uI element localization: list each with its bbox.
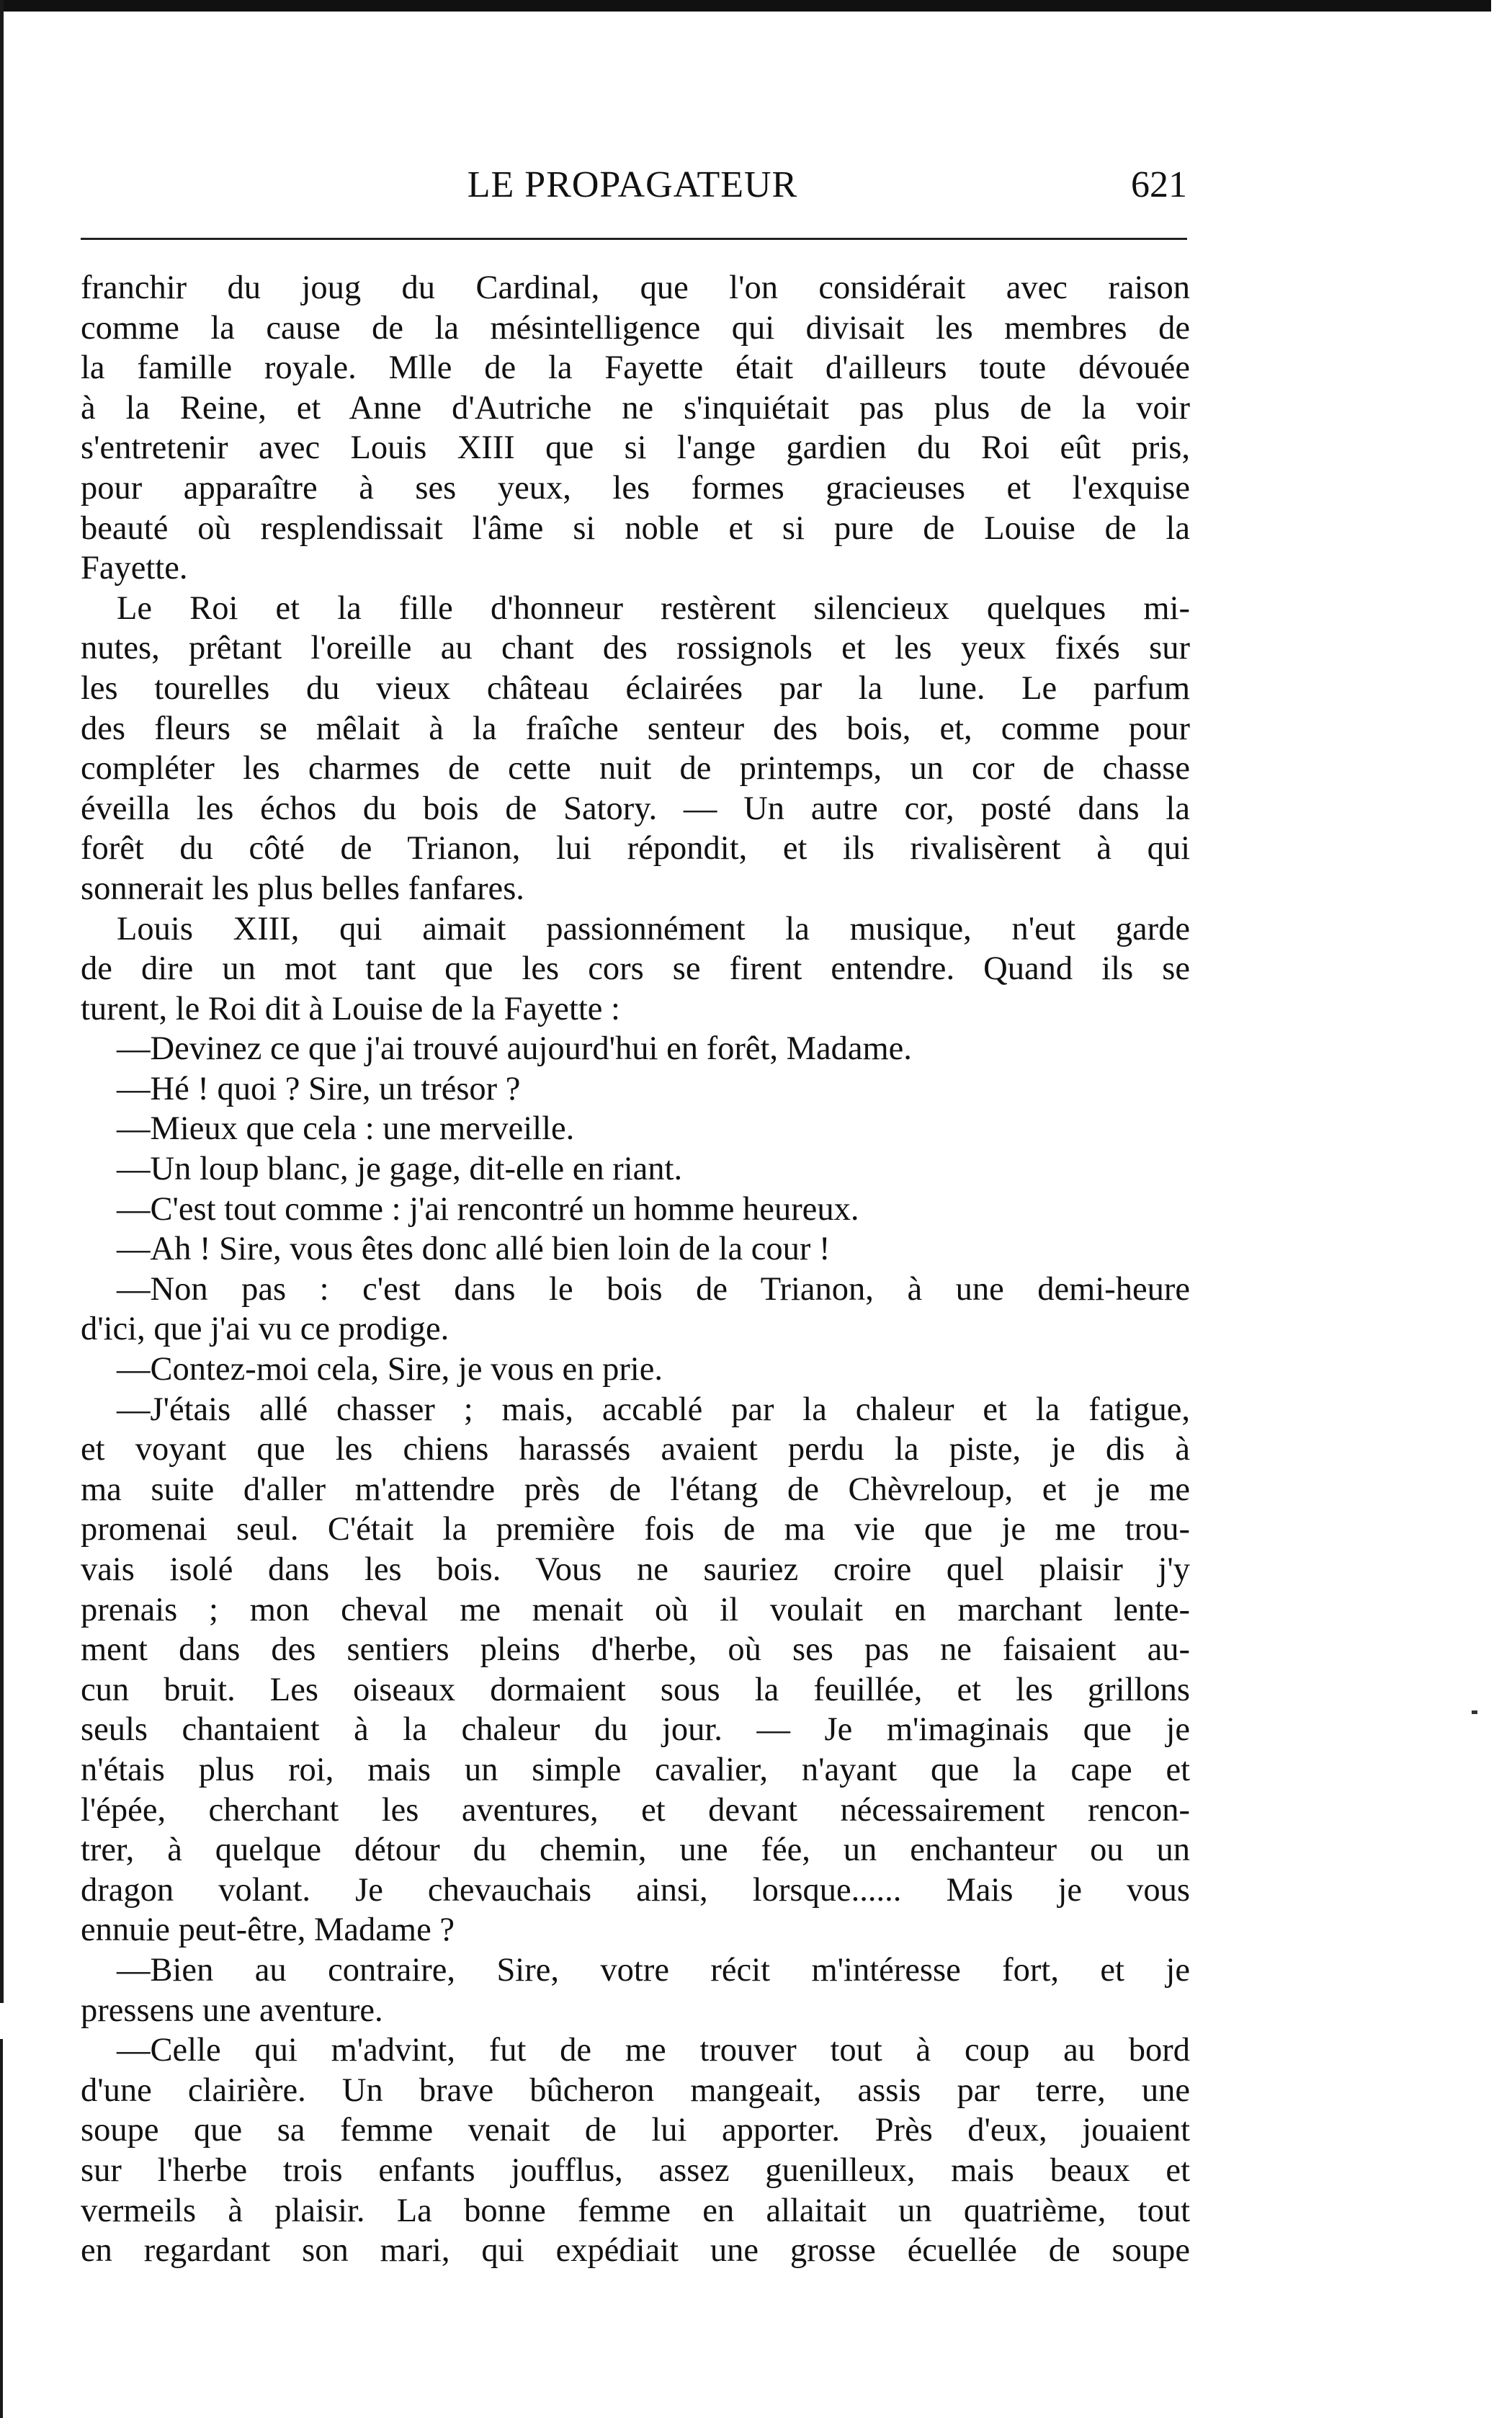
left-border-rule-lower — [0, 2039, 3, 2418]
text-line: ennuie peut-être, Madame ? — [81, 1911, 455, 1949]
page-number: 621 — [1131, 164, 1187, 205]
text-line: —Contez-moi cela, Sire, je vous en prie. — [117, 1351, 663, 1388]
text-line: —Ah ! Sire, vous êtes donc allé bien loin de la cour ! — [117, 1231, 831, 1268]
text-line: éveilla les échos du bois de Satory. — Un autre cor, posté dans la — [81, 790, 1190, 827]
text-line: vermeils à plaisir. La bonne femme en allaitait un quatrième, tout — [81, 2192, 1190, 2229]
text-line: —Hé ! quoi ? Sire, un trésor ? — [117, 1070, 521, 1107]
text-line: soupe que sa femme venait de lui apporter. Près d'eux, jouaient — [81, 2112, 1190, 2149]
running-head — [78, 160, 1187, 210]
left-border-rule — [0, 0, 4, 2003]
text-line: les tourelles du vieux château éclairées par la lune. Le parfum — [81, 669, 1190, 707]
text-line: franchir du joug du Cardinal, que l'on considérait avec raison — [81, 269, 1190, 306]
text-line: ma suite d'aller m'attendre près de l'étang de Chèvreloup, et je me — [81, 1471, 1190, 1508]
text-line: vais isolé dans les bois. Vous ne sauriez croire quel plaisir j'y — [81, 1551, 1190, 1588]
body-text — [81, 268, 1190, 2271]
text-line: —Non pas : c'est dans le bois de Trianon, à une demi-heure — [117, 1270, 1190, 1308]
text-line: —Celle qui m'advint, fut de me trouver tout à coup au bord — [117, 2032, 1190, 2069]
text-line: turent, le Roi dit à Louise de la Fayette : — [81, 990, 620, 1027]
text-line: —Un loup blanc, je gage, dit-elle en riant. — [117, 1151, 683, 1188]
text-line: beauté où resplendissait l'âme si noble et si pure de Louise de la — [81, 509, 1190, 547]
text-line: à la Reine, et Anne d'Autriche ne s'inquiétait pas plus de la voir — [81, 389, 1190, 427]
text-line: promenai seul. C'était la première fois de ma vie que je me trou- — [81, 1511, 1190, 1548]
text-line: n'étais plus roi, mais un simple cavalier, n'ayant que la cape et — [81, 1751, 1190, 1788]
margin-mark — [1472, 1710, 1477, 1714]
text-line: prenais ; mon cheval me menait où il voulait en marchant lente- — [81, 1591, 1190, 1628]
text-line: d'ici, que j'ai vu ce prodige. — [81, 1311, 449, 1348]
text-line: trer, à quelque détour du chemin, une fée, un enchanteur ou un — [81, 1832, 1190, 1869]
text-line: ment dans des sentiers pleins d'herbe, où ses pas ne faisaient au- — [81, 1631, 1190, 1669]
text-line: pressens une aventure. — [81, 1991, 383, 2029]
header-rule — [81, 238, 1187, 240]
top-border-bar — [0, 0, 1491, 12]
running-title: LE PROPAGATEUR — [467, 164, 798, 205]
text-line: et voyant que les chiens harassés avaient perdu la piste, je dis à — [81, 1431, 1190, 1468]
text-line: —J'étais allé chasser ; mais, accablé par la chaleur et la fatigue, — [117, 1391, 1190, 1428]
text-line: forêt du côté de Trianon, lui répondit, et ils rivalisèrent à qui — [81, 830, 1190, 867]
text-line: cun bruit. Les oiseaux dormaient sous la feuillée, et les grillons — [81, 1671, 1190, 1708]
text-line: —Bien au contraire, Sire, votre récit m'intéresse fort, et je — [117, 1951, 1190, 1989]
text-line: nutes, prêtant l'oreille au chant des rossignols et les yeux fixés sur — [81, 630, 1190, 667]
text-line: seuls chantaient à la chaleur du jour. — Je m'imaginais que je — [81, 1711, 1190, 1749]
text-line: pour apparaître à ses yeux, les formes gracieuses et l'exquise — [81, 469, 1190, 507]
text-line: —Devinez ce que j'ai trouvé aujourd'hui en forêt, Madame. — [117, 1030, 912, 1068]
text-line: comme la cause de la mésintelligence qui divisait les membres de — [81, 309, 1190, 347]
text-line: en regardant son mari, qui expédiait une grosse écuellée de soupe — [81, 2232, 1190, 2270]
text-line: Le Roi et la fille d'honneur restèrent silencieux quelques mi- — [117, 589, 1190, 627]
text-line: —Mieux que cela : une merveille. — [117, 1110, 575, 1148]
text-line: de dire un mot tant que les cors se firent entendre. Quand ils se — [81, 950, 1190, 988]
text-line: s'entretenir avec Louis XIII que si l'ange gardien du Roi eût pris, — [81, 429, 1190, 467]
text-line: sonnerait les plus belles fanfares. — [81, 870, 524, 907]
text-line: Louis XIII, qui aimait passionnément la musique, n'eut garde — [117, 910, 1190, 947]
text-line: Fayette. — [81, 550, 188, 587]
text-line: la famille royale. Mlle de la Fayette était d'ailleurs toute dévouée — [81, 349, 1190, 387]
text-line: sur l'herbe trois enfants joufflus, assez guenilleux, mais beaux et — [81, 2151, 1190, 2189]
text-line: d'une clairière. Un brave bûcheron mangeait, assis par terre, une — [81, 2071, 1190, 2109]
text-line: l'épée, cherchant les aventures, et devant nécessairement rencon- — [81, 1791, 1190, 1829]
text-line: compléter les charmes de cette nuit de printemps, un cor de chasse — [81, 750, 1190, 788]
text-line: —C'est tout comme : j'ai rencontré un homme heureux. — [117, 1190, 859, 1228]
text-line: dragon volant. Je chevauchais ainsi, lorsque...... Mais je vous — [81, 1871, 1190, 1909]
text-line: des fleurs se mêlait à la fraîche senteur des bois, et, comme pour — [81, 710, 1190, 747]
